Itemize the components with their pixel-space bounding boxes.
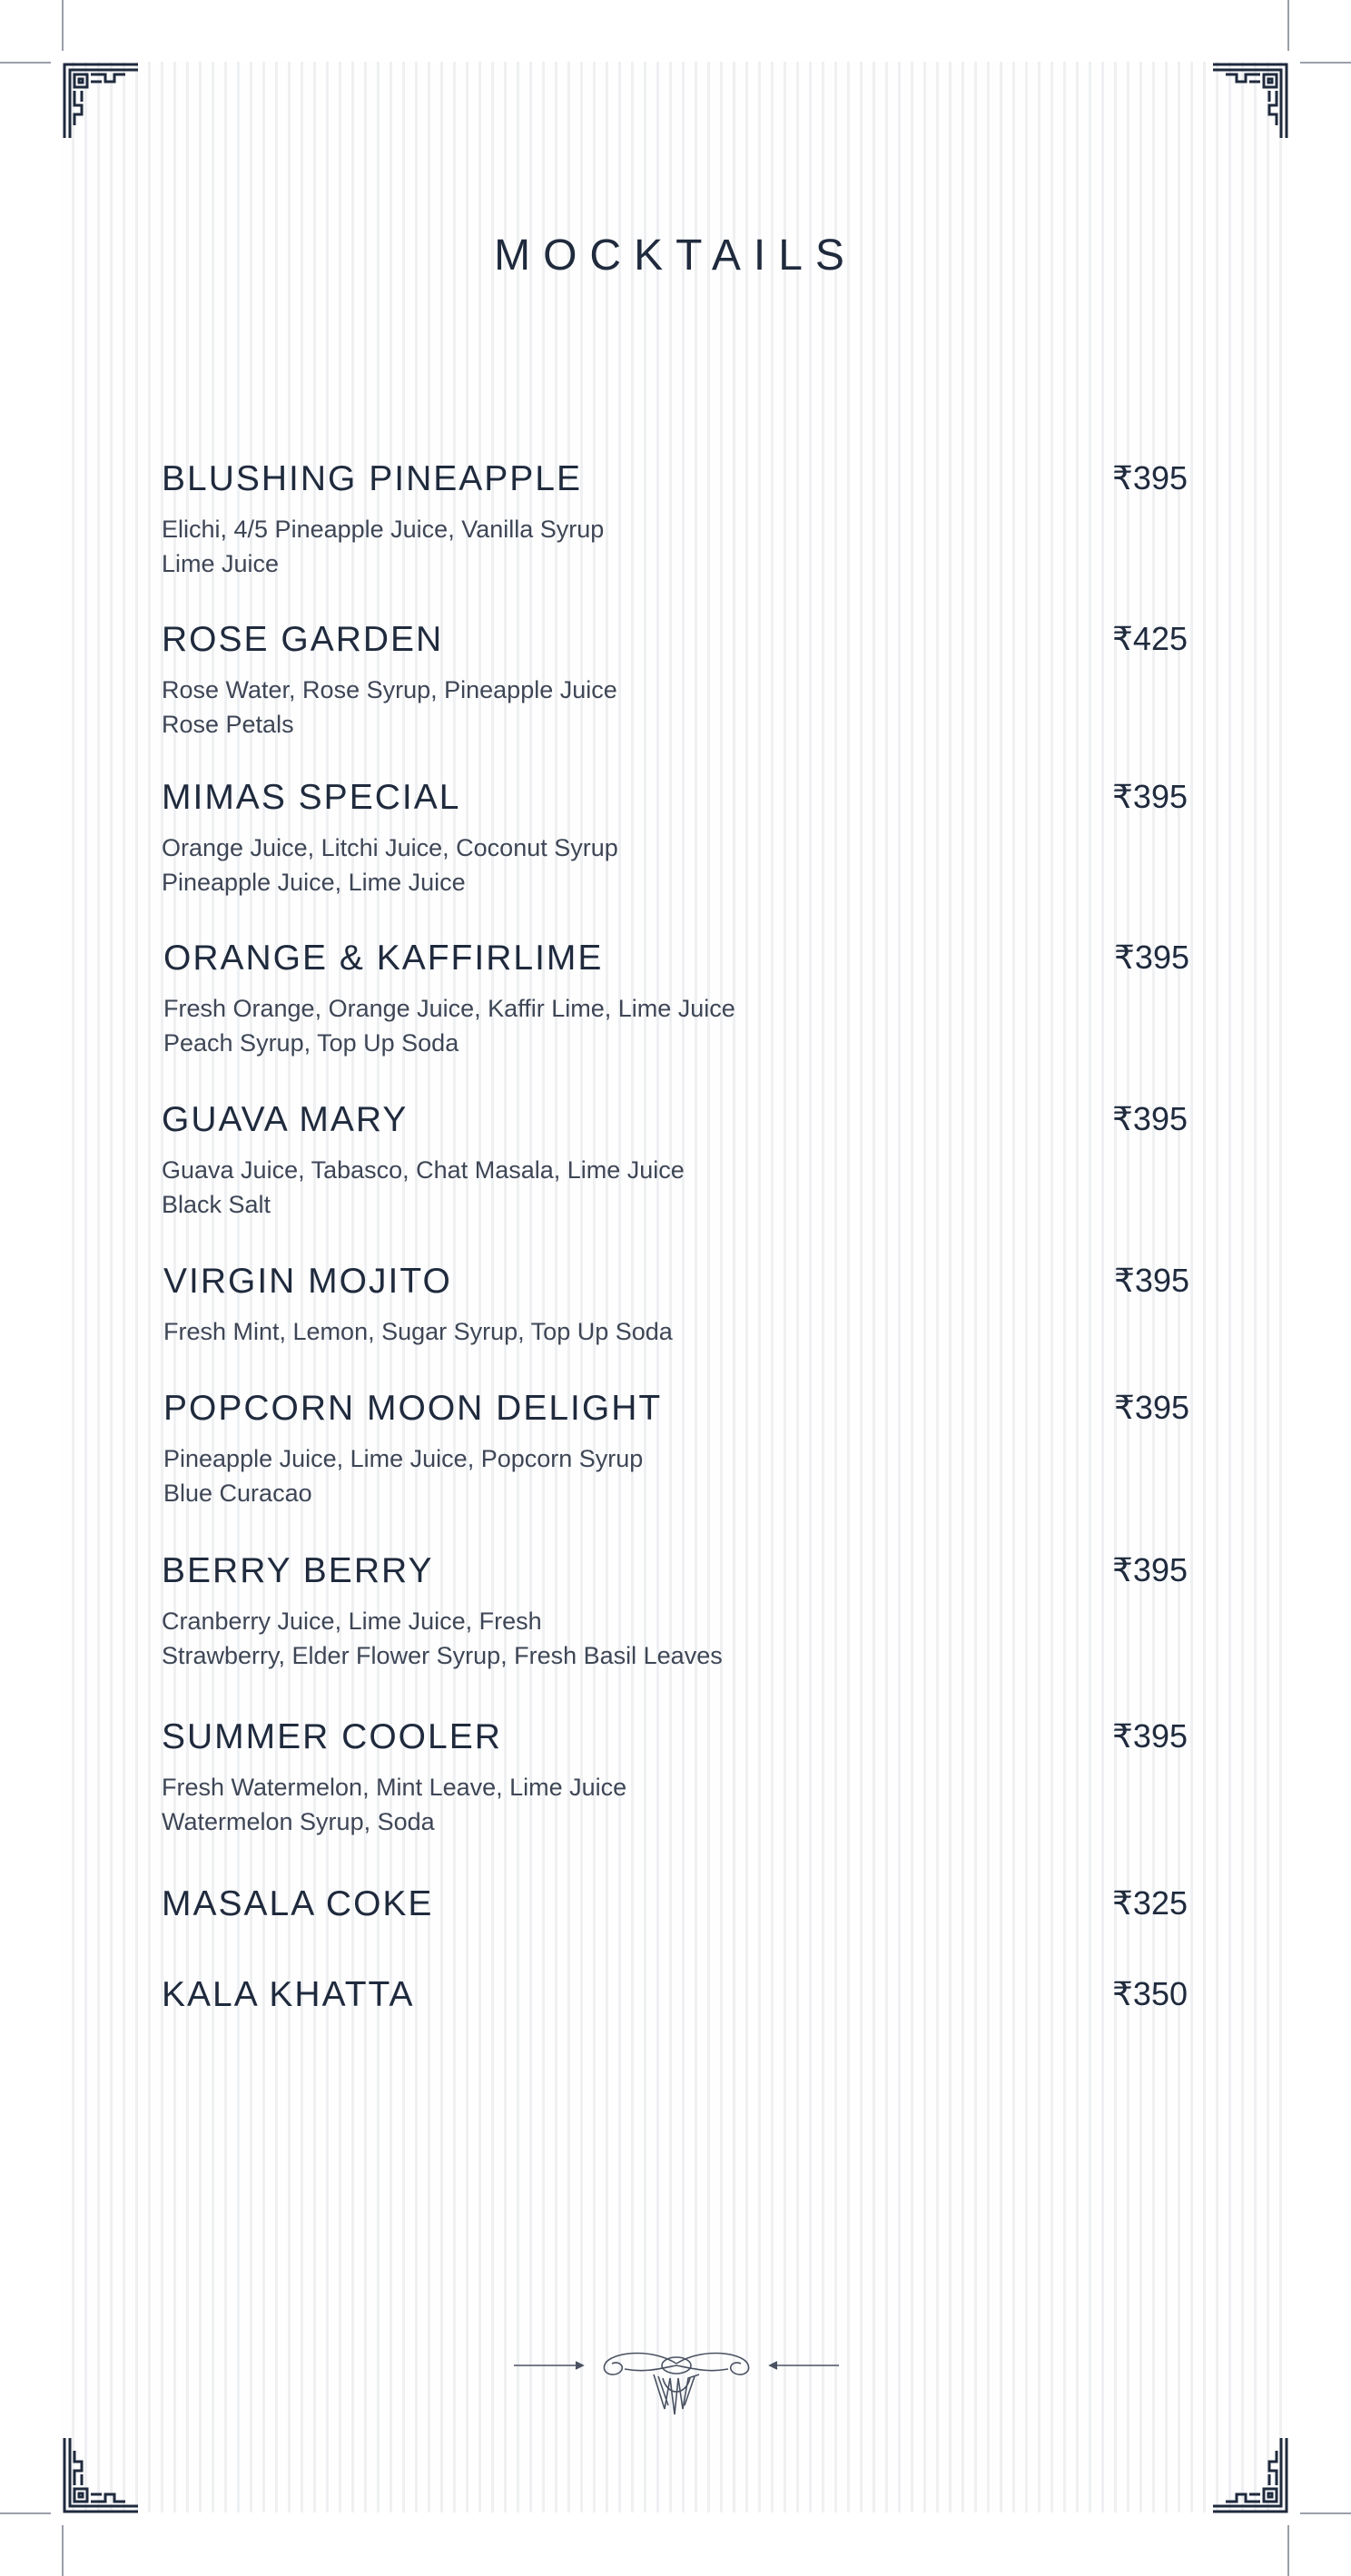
item-name: ORANGE & KAFFIRLIME (163, 939, 604, 978)
item-description (163, 1314, 673, 1349)
item-name: KALA KHATTA (162, 1975, 415, 2014)
item-price: ₹395 (1112, 459, 1188, 497)
crop-mark (62, 2525, 64, 2576)
description-line: Cranberry Juice, Lime Juice, Fresh (162, 1608, 542, 1635)
description-line: Watermelon Syrup, Soda (162, 1808, 435, 1835)
item-name: ROSE GARDEN (162, 620, 444, 659)
crop-mark (1300, 2512, 1351, 2514)
menu-title: MOCKTAILS (494, 231, 857, 280)
crop-mark (62, 0, 64, 51)
corner-ornament-icon (1211, 2436, 1289, 2514)
item-description (163, 1441, 643, 1510)
item-name: BERRY BERRY (162, 1551, 434, 1590)
item-price: ₹425 (1112, 620, 1188, 657)
item-name: GUAVA MARY (162, 1100, 409, 1139)
description-line: Strawberry, Elder Flower Syrup, Fresh Basil Leaves (162, 1642, 723, 1669)
description-line: Rose Water, Rose Syrup, Pineapple Juice (162, 676, 617, 703)
corner-ornament-icon (62, 62, 140, 140)
item-description (162, 673, 617, 742)
corner-ornament-icon (62, 2436, 140, 2514)
description-line: Lime Juice (162, 550, 280, 577)
item-price: ₹395 (1112, 1717, 1188, 1755)
description-line: Fresh Orange, Orange Juice, Kaffir Lime, Lime Juice (163, 995, 735, 1022)
crop-mark (1287, 2525, 1289, 2576)
description-line: Black Salt (162, 1191, 271, 1218)
item-description (163, 991, 735, 1060)
crop-mark (1300, 62, 1351, 64)
item-description (162, 831, 618, 900)
item-description (162, 512, 604, 581)
item-name: VIRGIN MOJITO (163, 1262, 452, 1301)
item-price: ₹395 (1114, 1262, 1189, 1299)
item-description (162, 1604, 723, 1673)
description-line: Orange Juice, Litchi Juice, Coconut Syrup (162, 834, 618, 861)
item-price: ₹350 (1112, 1975, 1188, 2012)
crop-mark (0, 62, 51, 64)
description-line: Pineapple Juice, Lime Juice, Popcorn Syrup (163, 1445, 644, 1472)
crop-mark (0, 2512, 51, 2514)
item-name: SUMMER COOLER (162, 1717, 502, 1756)
item-price: ₹395 (1112, 778, 1188, 815)
item-name: MIMAS SPECIAL (162, 778, 461, 817)
item-price: ₹395 (1112, 1100, 1188, 1137)
item-price: ₹395 (1114, 939, 1189, 976)
description-line: Guava Juice, Tabasco, Chat Masala, Lime Juice (162, 1156, 685, 1184)
description-line: Elichi, 4/5 Pineapple Juice, Vanilla Syrup (162, 516, 605, 543)
item-name: BLUSHING PINEAPPLE (162, 459, 582, 498)
flourish-ornament-icon (508, 2342, 844, 2424)
corner-ornament-icon (1211, 62, 1289, 140)
item-description (162, 1770, 626, 1839)
crop-mark (1287, 0, 1289, 51)
item-name: POPCORN MOON DELIGHT (163, 1389, 663, 1428)
description-line: Pineapple Juice, Lime Juice (162, 869, 466, 896)
description-line: Fresh Mint, Lemon, Sugar Syrup, Top Up Soda (163, 1318, 673, 1345)
item-price: ₹395 (1112, 1551, 1188, 1588)
item-description (162, 1153, 685, 1222)
description-line: Peach Syrup, Top Up Soda (163, 1029, 459, 1057)
item-price: ₹325 (1112, 1884, 1188, 1922)
item-price: ₹395 (1114, 1389, 1189, 1426)
description-line: Blue Curacao (163, 1480, 312, 1507)
item-name: MASALA COKE (162, 1884, 434, 1923)
description-line: Rose Petals (162, 711, 294, 738)
description-line: Fresh Watermelon, Mint Leave, Lime Juice (162, 1774, 627, 1801)
